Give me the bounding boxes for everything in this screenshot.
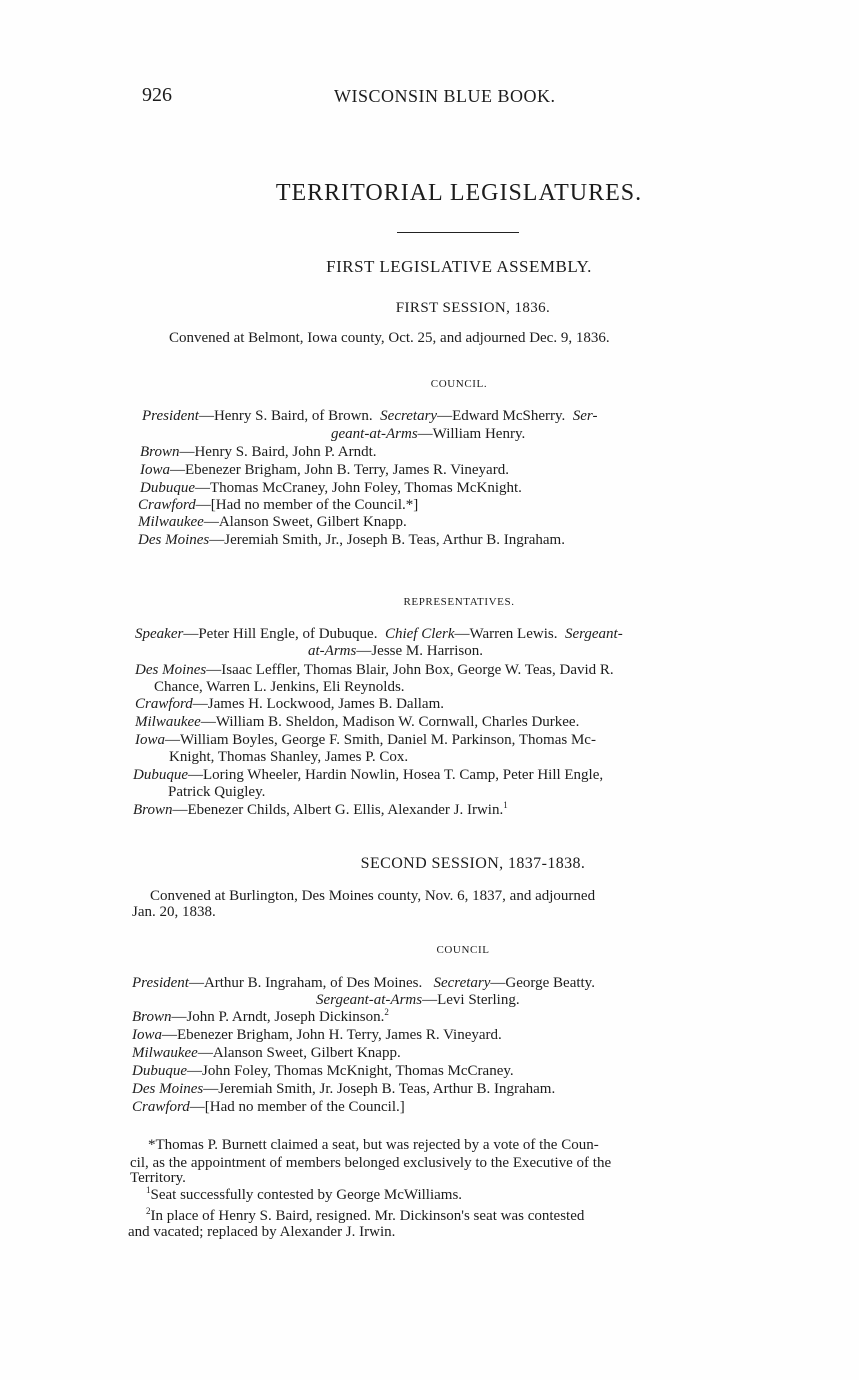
second-council-officers-line2 xyxy=(316,992,520,1008)
county-name: Iowa xyxy=(140,462,170,478)
member-names: —John P. Arndt, Joseph Dickinson. xyxy=(171,1009,385,1025)
county-name: Iowa xyxy=(135,732,165,748)
chief-clerk-label: Chief Clerk xyxy=(384,626,455,642)
representatives-officers-line2 xyxy=(308,643,483,659)
representative-member xyxy=(135,696,444,712)
footnote-text: In place of Henry S. Baird, resigned. Mr. Dickinson's seat was contested xyxy=(150,1208,585,1224)
assembly-title: FIRST LEGISLATIVE ASSEMBLY. xyxy=(326,257,592,276)
second-session-convened-line1: Convened at Burlington, Des Moines county, Nov. 6, 1837, and adjourned xyxy=(150,888,596,904)
president-label: President xyxy=(142,408,199,424)
county-name: Brown xyxy=(132,1009,172,1025)
representative-member xyxy=(133,802,508,818)
sergeant-label-part2: at-Arms xyxy=(308,643,357,659)
representatives-officers-line1 xyxy=(135,626,623,642)
second-session-convened-line2: Jan. 20, 1838. xyxy=(132,904,216,920)
member-names: —Alanson Sweet, Gilbert Knapp. xyxy=(203,514,407,530)
member-names: —Ebenezer Brigham, John B. Terry, James R. Vineyard. xyxy=(170,462,509,478)
representative-member-continued: Patrick Quigley. xyxy=(168,784,266,800)
representative-member xyxy=(135,714,579,730)
second-council-label: COUNCIL xyxy=(436,944,490,956)
first-council-member xyxy=(138,532,565,548)
footnote-1 xyxy=(146,1187,462,1203)
sergeant-label: Sergeant-at-Arms xyxy=(316,992,423,1008)
member-names: —Jeremiah Smith, Jr., Joseph B. Teas, Arthur B. Ingraham. xyxy=(209,532,565,548)
representative-member xyxy=(133,767,603,783)
footnote-2-continued: and vacated; replaced by Alexander J. Irwin. xyxy=(128,1224,396,1240)
footnote-mark: 2 xyxy=(146,1206,151,1216)
sergeant-name: —Levi Sterling. xyxy=(422,992,520,1008)
second-council-officers-line1 xyxy=(132,975,595,991)
county-name: Milwaukee xyxy=(132,1045,198,1061)
first-council-officers-line1 xyxy=(142,408,597,424)
county-name: Dubuque xyxy=(132,1063,187,1079)
county-name: Crawford xyxy=(132,1099,190,1115)
first-council-member xyxy=(138,514,407,530)
second-council-member xyxy=(132,1099,405,1115)
county-name: Crawford xyxy=(138,497,196,513)
first-council-member xyxy=(140,462,509,478)
county-name: Dubuque xyxy=(140,480,195,496)
page-title: TERRITORIAL LEGISLATURES. xyxy=(275,180,643,206)
first-council-label: COUNCIL. xyxy=(430,378,488,390)
representatives-label: REPRESENTATIVES. xyxy=(403,596,515,608)
secretary-label: Secretary xyxy=(433,975,491,991)
title-divider xyxy=(397,232,519,233)
footnote-mark: 2 xyxy=(384,1007,389,1017)
member-names: —Thomas McCraney, John Foley, Thomas McKnight. xyxy=(195,480,522,496)
footnote-2 xyxy=(146,1208,584,1224)
representative-member xyxy=(135,732,596,748)
chief-clerk-name: —Warren Lewis. xyxy=(454,626,558,642)
county-name: Des Moines xyxy=(138,532,210,548)
footnote-star-line3: Territory. xyxy=(130,1170,186,1186)
footnote-text: Seat successfully contested by George McWilliams. xyxy=(150,1187,463,1203)
sergeant-label-part1: Sergeant- xyxy=(564,626,623,642)
county-name: Des Moines xyxy=(132,1081,204,1097)
president-label: President xyxy=(132,975,189,991)
president-name: —Arthur B. Ingraham, of Des Moines. xyxy=(188,975,423,991)
member-names: —Jeremiah Smith, Jr. Joseph B. Teas, Arthur B. Ingraham. xyxy=(203,1081,556,1097)
first-session-convened: Convened at Belmont, Iowa county, Oct. 25, and adjourned Dec. 9, 1836. xyxy=(169,330,610,346)
member-names: —Isaac Leffler, Thomas Blair, John Box, George W. Teas, David R. xyxy=(206,662,614,678)
member-names: —Loring Wheeler, Hardin Nowlin, Hosea T. Camp, Peter Hill Engle, xyxy=(188,767,604,783)
member-names: —Alanson Sweet, Gilbert Knapp. xyxy=(197,1045,401,1061)
first-council-member xyxy=(138,497,418,513)
county-name: Crawford xyxy=(135,696,193,712)
sergeant-name: —William Henry. xyxy=(417,426,526,442)
first-council-officers-line2 xyxy=(331,426,525,442)
second-council-member xyxy=(132,1045,401,1061)
representative-member-continued: Chance, Warren L. Jenkins, Eli Reynolds. xyxy=(154,679,405,695)
second-council-member xyxy=(132,1081,555,1097)
sergeant-label-part1: Ser- xyxy=(572,408,598,424)
second-council-member xyxy=(132,1063,514,1079)
running-head: WISCONSIN BLUE BOOK. xyxy=(334,86,556,106)
secretary-name: —Edward McSherry. xyxy=(437,408,566,424)
sergeant-name: —Jesse M. Harrison. xyxy=(356,643,483,659)
secretary-label: Secretary xyxy=(380,408,438,424)
member-names: —Ebenezer Childs, Albert G. Ellis, Alexander J. Irwin. xyxy=(172,802,504,818)
county-name: Des Moines xyxy=(135,662,207,678)
county-name: Iowa xyxy=(132,1027,162,1043)
member-names: —Ebenezer Brigham, John H. Terry, James R. Vineyard. xyxy=(162,1027,502,1043)
second-council-member xyxy=(132,1027,502,1043)
member-names: —[Had no member of the Council.] xyxy=(189,1099,405,1115)
footnote-star-line1: *Thomas P. Burnett claimed a seat, but was rejected by a vote of the Coun- xyxy=(148,1137,599,1153)
speaker-label: Speaker xyxy=(135,626,184,642)
county-name: Brown xyxy=(133,802,173,818)
footnote-mark: 1 xyxy=(503,800,508,810)
speaker-name: —Peter Hill Engle, of Dubuque. xyxy=(183,626,378,642)
president-name: —Henry S. Baird, of Brown. xyxy=(198,408,373,424)
secretary-name: —George Beatty. xyxy=(490,975,595,991)
member-names: —John Foley, Thomas McKnight, Thomas McCraney. xyxy=(187,1063,514,1079)
sergeant-label-part2: geant-at-Arms xyxy=(331,426,418,442)
first-council-member xyxy=(140,480,522,496)
member-names: —William B. Sheldon, Madison W. Cornwall, Charles Durkee. xyxy=(200,714,580,730)
second-council-member xyxy=(132,1009,389,1025)
county-name: Milwaukee xyxy=(138,514,204,530)
footnote-star-line2: cil, as the appointment of members belonged exclusively to the Executive of the xyxy=(130,1155,612,1171)
member-names: —Henry S. Baird, John P. Arndt. xyxy=(179,444,377,460)
page-number: 926 xyxy=(142,84,172,106)
county-name: Brown xyxy=(140,444,180,460)
first-session-title: FIRST SESSION, 1836. xyxy=(395,300,551,316)
member-names: —[Had no member of the Council.*] xyxy=(195,497,419,513)
member-names: —James H. Lockwood, James B. Dallam. xyxy=(192,696,445,712)
representative-member-continued: Knight, Thomas Shanley, James P. Cox. xyxy=(169,749,409,765)
county-name: Dubuque xyxy=(133,767,188,783)
second-session-title: SECOND SESSION, 1837-1838. xyxy=(360,855,586,872)
footnote-mark: 1 xyxy=(146,1185,151,1195)
member-names: —William Boyles, George F. Smith, Daniel M. Parkinson, Thomas Mc- xyxy=(165,732,596,748)
representative-member xyxy=(135,662,614,678)
county-name: Milwaukee xyxy=(135,714,201,730)
first-council-member xyxy=(140,444,377,460)
